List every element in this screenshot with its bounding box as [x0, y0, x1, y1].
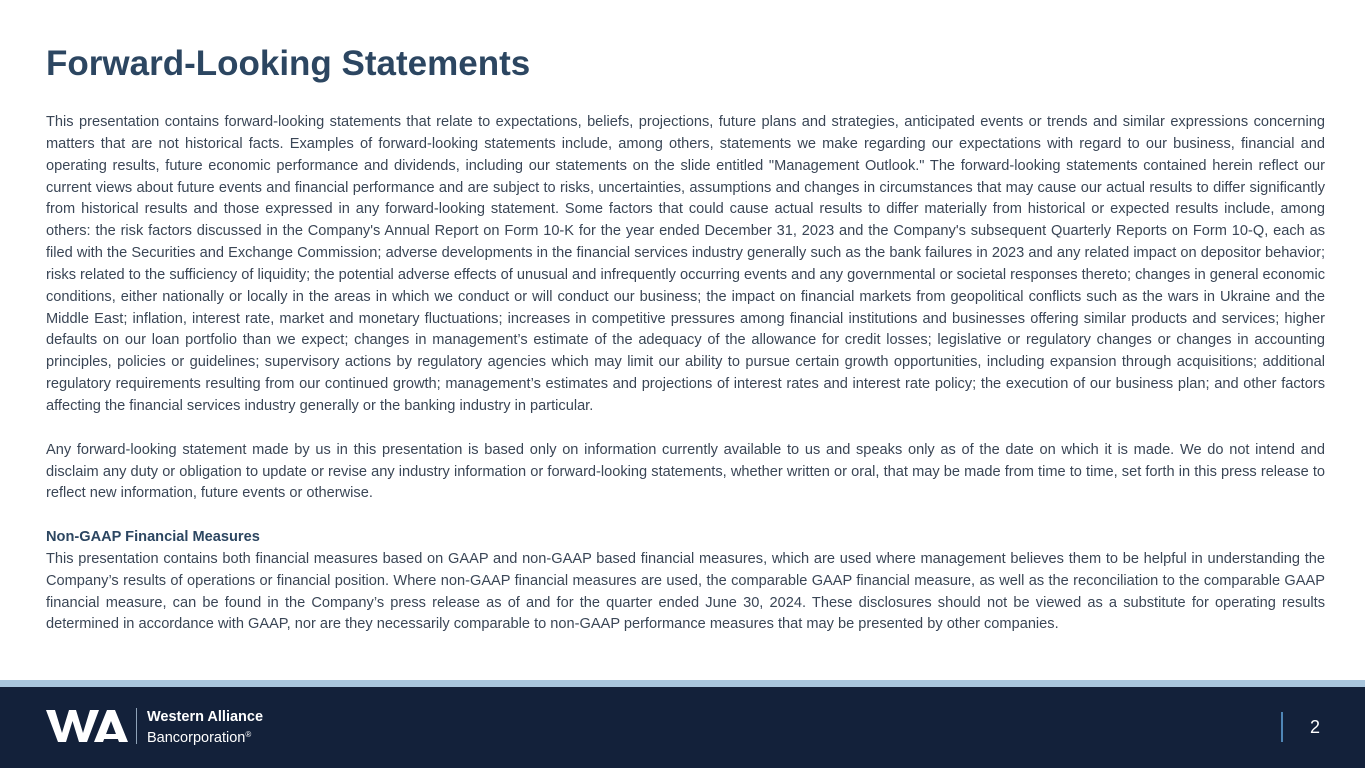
logo-divider	[136, 708, 137, 744]
paragraph-spacer	[46, 418, 1325, 440]
non-gaap-heading: Non-GAAP Financial Measures	[46, 529, 260, 546]
brand-subtitle	[147, 726, 251, 747]
footer-accent-bar	[0, 680, 1365, 687]
page-number: 2	[1309, 717, 1320, 737]
forward-looking-paragraph: This presentation contains forward-looking statements that relate to expectations, beliefs, projections, future plans and strategies, anticipated events or trends and similar expressions concerning matters that are not historical facts. Examples of forward-looking statements include, among others, statements we make regarding our expectations with regard to our business, financial and operating results, future economic performance and dividends, including our statements on the slide entitled "Management Outlook." The forward-looking statements contained herein reflect our current views about future events and financial performance and are subject to risks, uncertainties, assumptions and changes in circumstances that may cause our actual results to differ significantly from historical results and those expressed in any forward-looking statement. Some factors that could cause actual results to differ materially from historical or expected results include, among others: the risk factors discussed in the Company's Annual Report on Form 10-K for the year ended December 31, 2023 and the Company's subsequent Quarterly Reports on Form 10-Q, each as filed with the Securities and Exchange Commission; adverse developments in the financial services industry generally such as the bank failures in 2023 and any related impact on depositor behavior; risks related to the sufficiency of liquidity; the potential adverse effects of unusual and infrequently occurring events and any governmental or societal responses thereto; changes in general economic conditions, either nationally or locally in the areas in which we conduct or will conduct our business; the impact on financial markets from geopolitical conflicts such as the wars in Ukraine and the Middle East; inflation, interest rate, market and monetary fluctuations; increases in competitive pressures among financial institutions and businesses offering similar products and services; higher defaults on our loan portfolio than we expect; changes in management’s estimate of the adequacy of the allowance for credit losses; legislative or regulatory changes or changes in accounting principles, policies or guidelines; supervisory actions by regulatory agencies which may limit our ability to pursue certain growth opportunities, including expansion through acquisitions; additional regulatory requirements resulting from our continued growth; management’s estimates and projections of interest rates and interest rate policy; the execution of our business plan; and other factors affecting the financial services industry generally or the banking industry in particular.	[46, 114, 1325, 414]
non-gaap-paragraph: This presentation contains both financial measures based on GAAP and non-GAAP based financial measures, which are used where management believes them to be helpful in understanding the Company’s results of operations or financial position. Where non-GAAP financial measures are used, the comparable GAAP financial measure, as well as the reconciliation to the comparable GAAP financial measure, can be found in the Company’s press release as of and for the quarter ended June 30, 2024. These disclosures should not be viewed as a substitute for operating results determined in accordance with GAAP, nor are they necessarily comparable to non-GAAP performance measures that may be presented by other companies.	[46, 550, 1325, 633]
wa-monogram-icon	[46, 709, 128, 743]
paragraph-spacer	[46, 505, 1325, 527]
brand-name: Western Alliance	[147, 709, 264, 725]
no-obligation-paragraph: Any forward-looking statement made by us in this presentation is based only on information currently available to us and speaks only as of the date on which it is made. We do not intend and disclaim any duty or obligation to update or revise any industry information or forward-looking statements, whether written or oral, that may be made from time to time, set forth in this press release to reflect new information, future events or otherwise.	[46, 441, 1325, 502]
footer	[0, 687, 1365, 768]
page-number-divider	[1281, 712, 1283, 742]
registered-mark: ®	[245, 730, 252, 739]
page-title: Forward-Looking Statements	[46, 44, 531, 83]
brand-subtitle-text: Bancorporation	[147, 730, 246, 746]
disclaimer-body	[46, 112, 1325, 636]
